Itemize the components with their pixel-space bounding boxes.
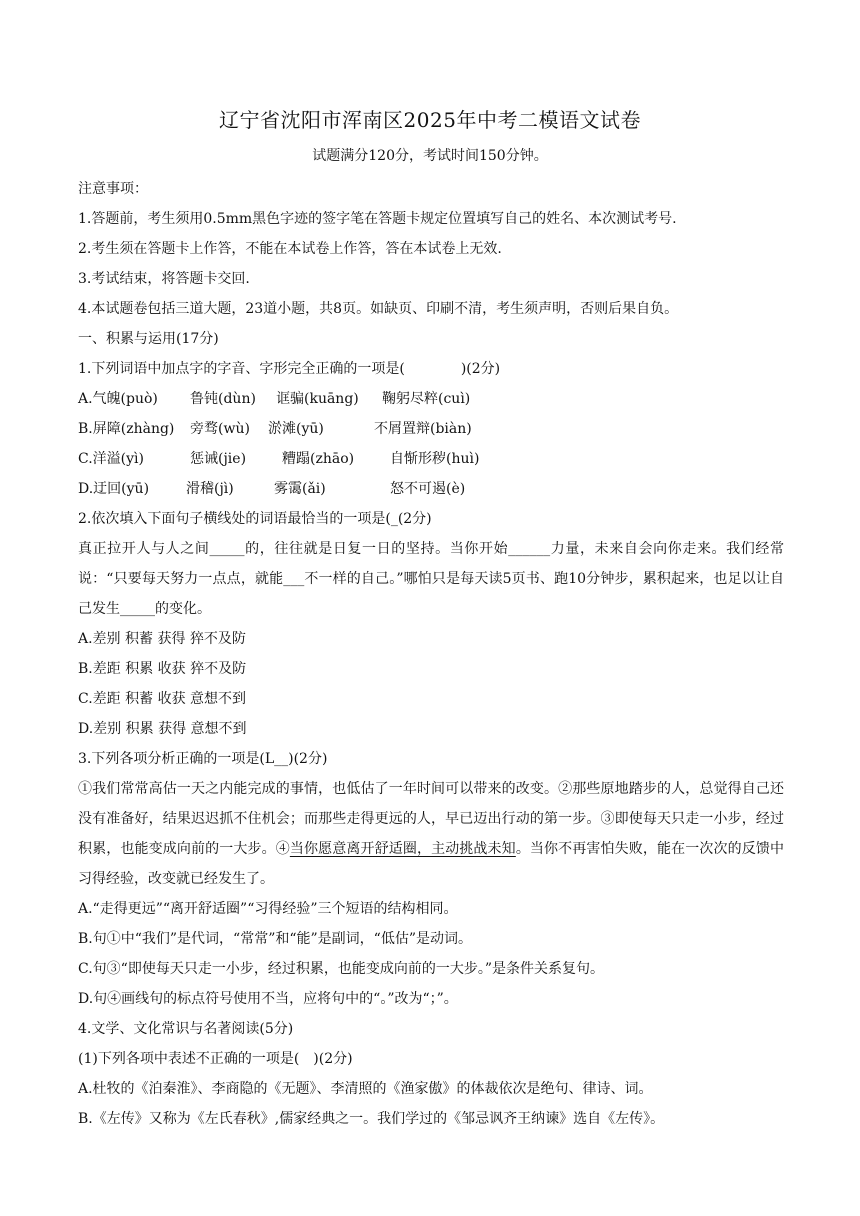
word-item: 惩诫(jie)	[190, 451, 247, 467]
question-3-option: A.“走得更远”“离开舒适圈”“习得经验”三个短语的结构相同。	[78, 901, 458, 917]
notes-heading: 注意事项：	[78, 181, 148, 197]
question-3-passage	[78, 774, 784, 894]
word-item: C.洋溢(yì)	[78, 451, 144, 467]
word-item: 不屑置辩(biàn)	[374, 421, 472, 437]
question-4-option: B.《左传》又称为《左氏春秋》,儒家经典之一。我们学过的《邹忌讽齐王纳谏》选自《左传》。	[78, 1111, 665, 1127]
word-item: D.迂回(yū)	[78, 481, 150, 497]
word-item: 诓骗(kuāng)	[276, 391, 359, 407]
word-item: B.屏障(zhàng)	[78, 421, 175, 437]
note-item: 2.考生须在答题卡上作答，不能在本试卷上作答，答在本试卷上无效.	[78, 241, 502, 257]
question-4-option: A.杜牧的《泊秦淮》、李商隐的《无题》、李清照的《渔家傲》的体裁依次是绝句、律诗、词。	[78, 1081, 653, 1097]
underlined-sentence: 当你愿意离开舒适圈，主动挑战未知	[289, 841, 516, 857]
question-2-stem: 2.依次填入下面句子横线处的词语最恰当的一项是(_(2分)	[78, 511, 432, 527]
question-3-stem: 3.下列各项分析正确的一项是(L__)(2分)	[78, 751, 328, 767]
question-1-option-d	[78, 474, 784, 504]
word-item: 鞠躬尽粹(cuì)	[382, 391, 471, 407]
note-item: 1.答题前，考生须用0.5mm黑色字迹的签字笔在答题卡规定位置填写自己的姓名、本次测试考号.	[78, 211, 677, 227]
word-item: 自惭形秽(huì)	[390, 451, 480, 467]
word-item: 旁骛(wù)	[190, 421, 250, 437]
passage-text: ①我们常常高估一天之内能完成的事情，也低估了一年时间可以带来的改变。②那些原地踏步的人，总觉得自己还没有准备好，结果迟迟抓不住机会；而那些走得更远的人，早已迈出行动的第一步。③即使每天只走一小步，经过积累，也能变成向前的一大步。④	[78, 781, 784, 857]
word-item: 滑稽(jì)	[186, 481, 234, 497]
word-item: 淤滩(yū)	[268, 421, 324, 437]
page-title: 辽宁省沈阳市浑南区2025年中考二模语文试卷	[219, 108, 641, 132]
word-item: 雾霭(ǎi)	[274, 481, 326, 497]
question-3-option: C.句③“即使每天只走一小步，经过积累，也能变成向前的一大步。”是条件关系复句。	[78, 961, 604, 977]
question-4-stem: 4.文学、文化常识与名著阅读(5分)	[78, 1021, 294, 1037]
passage-text: 。当你不再害怕失败，能在一次次的反馈中习得经验，改变就已经发生了。	[78, 841, 785, 887]
note-item: 4.本试题卷包括三道大题，23道小题，共8页。如缺页、印刷不清，考生须声明，否则后果自负。	[78, 301, 679, 317]
page-subtitle: 试题满分120分，考试时间150分钟。	[312, 148, 548, 164]
question-2-option: C.差距 积蓄 收获 意想不到	[78, 691, 247, 707]
question-1-option-c	[78, 444, 784, 474]
note-item: 3.考试结束，将答题卡交回.	[78, 271, 250, 287]
exam-content	[78, 174, 784, 1134]
question-1-option-b	[78, 414, 784, 444]
question-2-option: B.差距 积累 收获 猝不及防	[78, 661, 247, 677]
question-2-option: A.差别 积蓄 获得 猝不及防	[78, 631, 246, 647]
question-2-option: D.差别 积累 获得 意想不到	[78, 721, 247, 737]
question-4-sub-stem: (1)下列各项中表述不正确的一项是( )(2分)	[78, 1051, 353, 1067]
question-2-passage: 真正拉开人与人之间_____的，往往就是日复一日的坚持。当你开始______力量，未来自会向你走来。我们经常说：“只要每天努力一点点，就能___不一样的自己。”哪怕只是每天读5页书、跑10分钟步，累积起来，也足以让自己发生_____的变化。	[78, 541, 784, 617]
word-item: 怒不可遏(è)	[390, 481, 466, 497]
question-1-option-a	[78, 384, 784, 414]
word-item: 糟蹋(zhāo)	[282, 451, 355, 467]
question-3-option: B.句①中“我们”是代词，“常常”和“能”是副词，“低估”是动词。	[78, 931, 472, 947]
question-3-option: D.句④画线句的标点符号使用不当，应将句中的“。”改为“；”。	[78, 991, 458, 1007]
section-heading: 一、积累与运用(17分)	[78, 331, 219, 347]
word-item: A.气魄(può)	[78, 391, 158, 407]
question-1-stem: 1.下列词语中加点字的字音、字形完全正确的一项是( )(2分)	[78, 361, 501, 377]
word-item: 鲁钝(dùn)	[190, 391, 256, 407]
